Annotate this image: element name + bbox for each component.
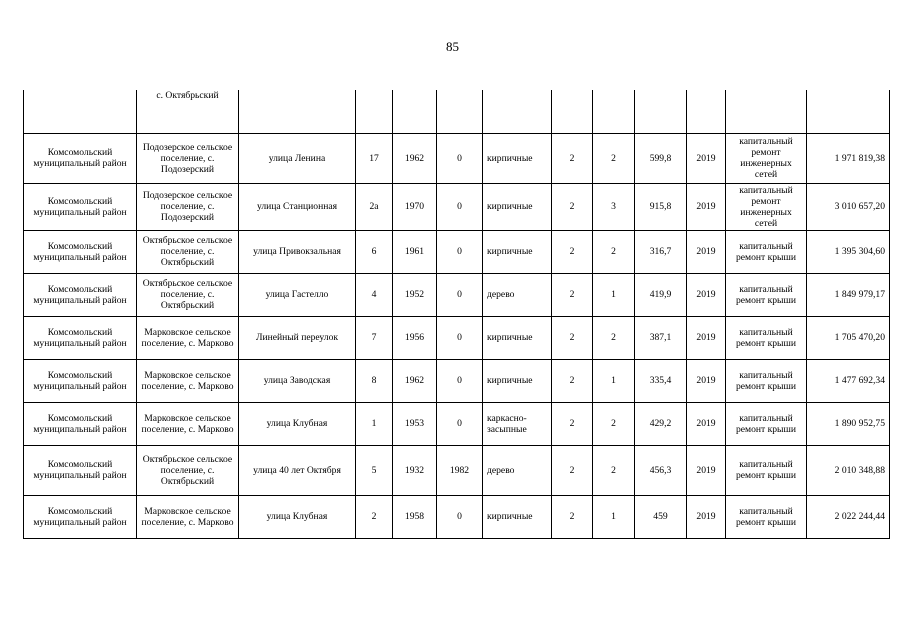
cell-street: улица Заводская (239, 359, 356, 402)
cell-cost (807, 90, 890, 133)
cell-work-type: капитальный ремонт крыши (726, 359, 807, 402)
cell-floors: 2 (552, 183, 593, 230)
cell-year-built: 1970 (393, 183, 437, 230)
cell-street: улица 40 лет Октября (239, 445, 356, 495)
cell-entrances (593, 90, 635, 133)
cell-cost: 2 022 244,44 (807, 495, 890, 538)
cell-year-built: 1956 (393, 316, 437, 359)
cell-entrances: 2 (593, 133, 635, 183)
cell-settlement: Марковское сельское поселение, с. Марково (137, 495, 239, 538)
cell-street: улица Гастелло (239, 273, 356, 316)
cell-year-repair (437, 90, 483, 133)
cell-work-type: капитальный ремонт крыши (726, 230, 807, 273)
table-row-continuation (24, 90, 890, 133)
page-number: 85 (446, 39, 459, 54)
cell-plan-year: 2019 (687, 133, 726, 183)
cell-street: Линейный переулок (239, 316, 356, 359)
cell-area: 316,7 (635, 230, 687, 273)
cell-year-repair: 0 (437, 183, 483, 230)
cell-year-repair: 0 (437, 402, 483, 445)
cell-plan-year: 2019 (687, 359, 726, 402)
cell-plan-year: 2019 (687, 230, 726, 273)
cell-house: 8 (356, 359, 393, 402)
cell-material: каркасно-засыпные (483, 402, 552, 445)
cell-house: 17 (356, 133, 393, 183)
cell-district: Комсомольский муниципальный район (24, 359, 137, 402)
cell-year-built: 1953 (393, 402, 437, 445)
cell-year-repair: 0 (437, 495, 483, 538)
cell-district: Комсомольский муниципальный район (24, 402, 137, 445)
cell-year-repair: 0 (437, 359, 483, 402)
cell-year-built: 1961 (393, 230, 437, 273)
cell-material: дерево (483, 273, 552, 316)
cell-year-built: 1962 (393, 359, 437, 402)
cell-house: 5 (356, 445, 393, 495)
cell-house: 7 (356, 316, 393, 359)
cell-area: 915,8 (635, 183, 687, 230)
cell-work-type: капитальный ремонт инженерных сетей (726, 133, 807, 183)
table-row (24, 183, 890, 230)
cell-settlement: Марковское сельское поселение, с. Марково (137, 316, 239, 359)
table-row (24, 230, 890, 273)
cell-work-type: капитальный ремонт крыши (726, 273, 807, 316)
cell-entrances: 1 (593, 495, 635, 538)
cell-street: улица Станционная (239, 183, 356, 230)
cell-year-repair: 1982 (437, 445, 483, 495)
cell-floors: 2 (552, 495, 593, 538)
cell-street: улица Ленина (239, 133, 356, 183)
cell-street: улица Клубная (239, 402, 356, 445)
cell-work-type: капитальный ремонт крыши (726, 316, 807, 359)
cell-year-built: 1962 (393, 133, 437, 183)
cell-district: Комсомольский муниципальный район (24, 183, 137, 230)
cell-cost: 1 890 952,75 (807, 402, 890, 445)
cell-material (483, 90, 552, 133)
cell-district: Комсомольский муниципальный район (24, 316, 137, 359)
cell-work-type (726, 90, 807, 133)
cell-plan-year: 2019 (687, 402, 726, 445)
cell-plan-year: 2019 (687, 273, 726, 316)
cell-floors: 2 (552, 445, 593, 495)
cell-settlement: Марковское сельское поселение, с. Марково (137, 402, 239, 445)
cell-house: 2 (356, 495, 393, 538)
cell-work-type: капитальный ремонт инженерных сетей (726, 183, 807, 230)
table-body (24, 90, 890, 538)
cell-floors: 2 (552, 273, 593, 316)
cell-district: Комсомольский муниципальный район (24, 273, 137, 316)
cell-year-built: 1952 (393, 273, 437, 316)
cell-material: кирпичные (483, 495, 552, 538)
cell-material: кирпичные (483, 316, 552, 359)
cell-area: 387,1 (635, 316, 687, 359)
cell-plan-year: 2019 (687, 316, 726, 359)
cell-year-built: 1958 (393, 495, 437, 538)
cell-year-built (393, 90, 437, 133)
cell-district (24, 90, 137, 133)
cell-year-repair: 0 (437, 316, 483, 359)
cell-floors: 2 (552, 133, 593, 183)
table-row (24, 359, 890, 402)
table-row (24, 316, 890, 359)
cell-floors: 2 (552, 402, 593, 445)
table-row (24, 273, 890, 316)
cell-area: 419,9 (635, 273, 687, 316)
cell-district: Комсомольский муниципальный район (24, 133, 137, 183)
cell-house: 6 (356, 230, 393, 273)
cell-street (239, 90, 356, 133)
cell-plan-year (687, 90, 726, 133)
cell-house: 4 (356, 273, 393, 316)
cell-cost: 1 477 692,34 (807, 359, 890, 402)
cell-house: 1 (356, 402, 393, 445)
cell-work-type: капитальный ремонт крыши (726, 495, 807, 538)
cell-street: улица Привокзальная (239, 230, 356, 273)
table-row (24, 445, 890, 495)
cell-year-repair: 0 (437, 133, 483, 183)
cell-entrances: 3 (593, 183, 635, 230)
cell-settlement: Октябрьское сельское поселение, с. Октябрьский (137, 445, 239, 495)
cell-settlement: с. Октябрьский (137, 90, 239, 133)
cell-plan-year: 2019 (687, 445, 726, 495)
cell-district: Комсомольский муниципальный район (24, 495, 137, 538)
cell-plan-year: 2019 (687, 183, 726, 230)
cell-settlement: Подозерское сельское поселение, с. Подозерский (137, 133, 239, 183)
cell-district: Комсомольский муниципальный район (24, 445, 137, 495)
cell-street: улица Клубная (239, 495, 356, 538)
cell-year-built: 1932 (393, 445, 437, 495)
cell-entrances: 2 (593, 402, 635, 445)
cell-cost: 1 705 470,20 (807, 316, 890, 359)
cell-cost: 2 010 348,88 (807, 445, 890, 495)
cell-material: кирпичные (483, 359, 552, 402)
cell-house (356, 90, 393, 133)
cell-settlement: Октябрьское сельское поселение, с. Октябрьский (137, 230, 239, 273)
cell-entrances: 2 (593, 445, 635, 495)
cell-entrances: 2 (593, 316, 635, 359)
cell-house: 2а (356, 183, 393, 230)
cell-cost: 1 971 819,38 (807, 133, 890, 183)
cell-floors: 2 (552, 316, 593, 359)
cell-area (635, 90, 687, 133)
cell-plan-year: 2019 (687, 495, 726, 538)
cell-entrances: 1 (593, 359, 635, 402)
cell-area: 459 (635, 495, 687, 538)
housing-repair-table (23, 90, 890, 539)
cell-material: дерево (483, 445, 552, 495)
cell-material: кирпичные (483, 230, 552, 273)
cell-area: 429,2 (635, 402, 687, 445)
cell-area: 335,4 (635, 359, 687, 402)
cell-cost: 1 849 979,17 (807, 273, 890, 316)
cell-floors: 2 (552, 230, 593, 273)
cell-cost: 3 010 657,20 (807, 183, 890, 230)
cell-entrances: 1 (593, 273, 635, 316)
cell-district: Комсомольский муниципальный район (24, 230, 137, 273)
cell-year-repair: 0 (437, 273, 483, 316)
cell-floors: 2 (552, 359, 593, 402)
table-row (24, 133, 890, 183)
cell-work-type: капитальный ремонт крыши (726, 445, 807, 495)
table-row (24, 495, 890, 538)
table-row (24, 402, 890, 445)
cell-settlement: Подозерское сельское поселение, с. Подозерский (137, 183, 239, 230)
cell-year-repair: 0 (437, 230, 483, 273)
cell-material: кирпичные (483, 183, 552, 230)
cell-entrances: 2 (593, 230, 635, 273)
cell-area: 456,3 (635, 445, 687, 495)
cell-area: 599,8 (635, 133, 687, 183)
cell-material: кирпичные (483, 133, 552, 183)
cell-settlement: Октябрьское сельское поселение, с. Октябрьский (137, 273, 239, 316)
cell-floors (552, 90, 593, 133)
cell-settlement: Марковское сельское поселение, с. Марково (137, 359, 239, 402)
cell-work-type: капитальный ремонт крыши (726, 402, 807, 445)
cell-cost: 1 395 304,60 (807, 230, 890, 273)
